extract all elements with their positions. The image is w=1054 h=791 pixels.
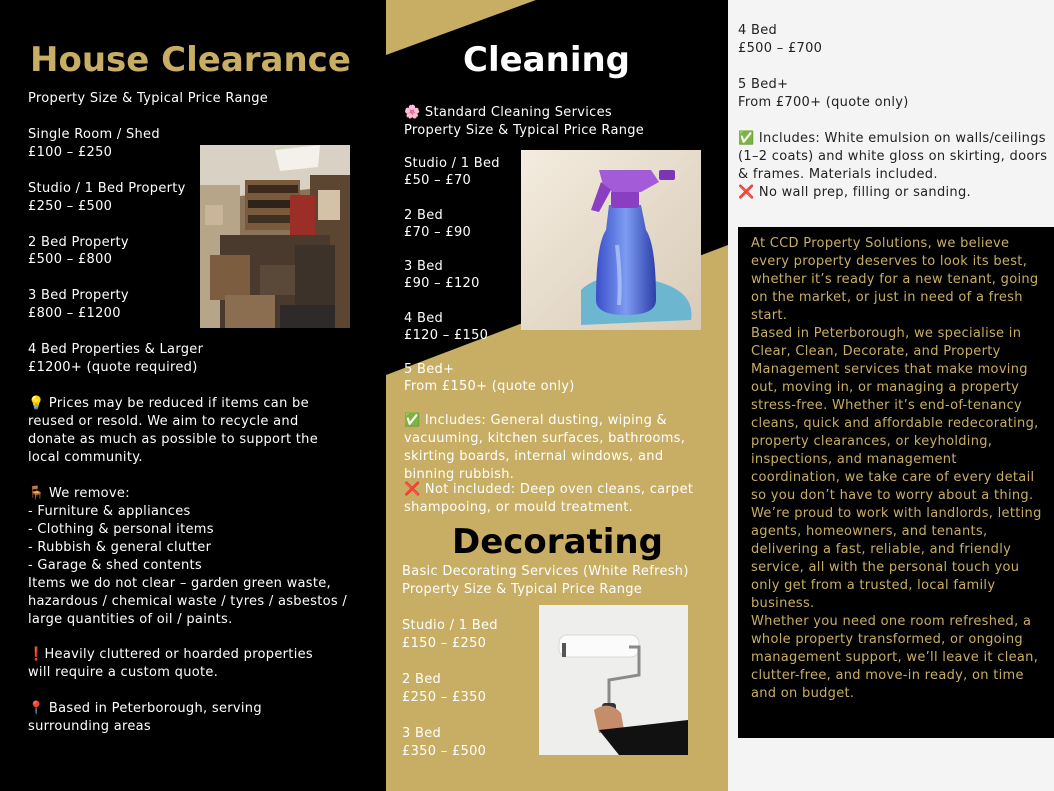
about-panel — [728, 0, 1054, 791]
cleaning-size-2: 2 Bed — [404, 208, 444, 223]
decorating-excludes: ❌ No wall prep, filling or sanding. — [738, 185, 971, 200]
paint-roller-photo — [539, 605, 688, 755]
house-clearance-panel — [0, 0, 386, 791]
decorating-size-1: Studio / 1 Bed — [402, 618, 498, 633]
cleaning-size-4: 4 Bed — [404, 311, 444, 326]
cleaning-size-5: 5 Bed+ — [404, 362, 455, 377]
cleaning-decorating-panel — [386, 0, 728, 791]
clearance-remove-heading: 🪑 We remove: — [28, 486, 130, 501]
cluttered-room-photo — [200, 145, 350, 328]
clearance-price-5: £1200+ (quote required) — [28, 360, 198, 375]
decorating-price-4: £500 – £700 — [738, 41, 823, 56]
clearance-remove-item: - Garage & shed contents — [28, 558, 202, 573]
clearance-size-3: 2 Bed Property — [28, 235, 129, 250]
decorating-size-5: 5 Bed+ — [738, 77, 789, 92]
cleaning-includes: ✅ Includes: General dusting, wiping & vacuuming, kitchen surfaces, bathrooms, skirting boards, internal windows, and binning rubbish. — [404, 413, 686, 482]
about-paragraph: We’re proud to work with landlords, letting agents, homeowners, and tenants, delivering a fast, reliable, and friendly service, all with the personal touch you only get from a trusted, local family business. — [751, 506, 1042, 611]
about-paragraph: Whether you need one room refreshed, a whole property transformed, or ongoing management support, we’ll leave it clean, clutter-free, and move-in ready, on time and on budget. — [751, 614, 1039, 701]
cleaning-title: Cleaning — [463, 40, 631, 80]
clearance-price-3: £500 – £800 — [28, 252, 113, 267]
decorating-subtitle: Property Size & Typical Price Range — [402, 582, 643, 597]
clearance-price-1: £100 – £250 — [28, 145, 113, 160]
clearance-remove-item: - Furniture & appliances — [28, 504, 191, 519]
clearance-subtitle: Property Size & Typical Price Range — [28, 91, 269, 106]
cleaning-excludes: ❌ Not included: Deep oven cleans, carpet shampooing, or mould treatment. — [404, 482, 694, 515]
cleaning-price-1: £50 – £70 — [404, 173, 472, 188]
decorating-size-3: 3 Bed — [402, 726, 442, 741]
clearance-price-4: £800 – £1200 — [28, 306, 121, 321]
clearance-remove-item: - Rubbish & general clutter — [28, 540, 212, 555]
about-text — [738, 227, 1054, 703]
clearance-size-5: 4 Bed Properties & Larger — [28, 342, 204, 357]
decorating-size-4: 4 Bed — [738, 23, 778, 38]
cleaning-subtitle: Property Size & Typical Price Range — [404, 123, 645, 138]
about-paragraph: At CCD Property Solutions, we believe every property deserves to look its best, whether it’s ready for a new tenant, going on the market, or just in need of a fresh start. — [751, 236, 1039, 323]
clearance-not-cleared: Items we do not clear – garden green waste, hazardous / chemical waste / tyres / asbestos / large quantities of oil / paints. — [28, 576, 348, 627]
clearance-price-2: £250 – £500 — [28, 199, 113, 214]
decorating-size-2: 2 Bed — [402, 672, 442, 687]
spray-bottle-photo — [521, 150, 701, 330]
decorating-price-1: £150 – £250 — [402, 636, 487, 651]
clearance-size-4: 3 Bed Property — [28, 288, 129, 303]
decorating-price-5: From £700+ (quote only) — [738, 95, 909, 110]
cleaning-price-5: From £150+ (quote only) — [404, 379, 575, 394]
clearance-price-note: 💡 Prices may be reduced if items can be reused or resold. We aim to recycle and donate as much as possible to support the local community. — [28, 396, 319, 465]
cleaning-size-3: 3 Bed — [404, 259, 444, 274]
cleaning-size-1: Studio / 1 Bed — [404, 156, 500, 171]
cleaning-price-2: £70 – £90 — [404, 225, 472, 240]
decorating-price-2: £250 – £350 — [402, 690, 487, 705]
about-paragraph: Based in Peterborough, we specialise in Clear, Clean, Decorate, and Property Management services that make moving out, moving in, or managing a property stress-free. Whether it’s end-of-tenancy cleans, quick and affordable redecorating, property clearances, or keyholding, inspections, and management coordination, we take care of every detail so you don’t have to worry about a thing. — [751, 326, 1039, 503]
cleaning-price-4: £120 – £150 — [404, 328, 489, 343]
decorating-price-3: £350 – £500 — [402, 744, 487, 759]
decorating-services-heading: Basic Decorating Services (White Refresh) — [402, 564, 689, 579]
decorating-includes: ✅ Includes: White emulsion on walls/ceilings (1–2 coats) and white gloss on skirting, doors & frames. Materials included. — [738, 131, 1048, 182]
cleaning-services-heading: 🌸 Standard Cleaning Services — [404, 105, 612, 120]
clearance-remove-item: - Clothing & personal items — [28, 522, 214, 537]
clearance-size-1: Single Room / Shed — [28, 127, 160, 142]
clearance-hoarded-note: ❗Heavily cluttered or hoarded properties will require a custom quote. — [28, 647, 313, 680]
clearance-location-note: 📍 Based in Peterborough, serving surrounding areas — [28, 701, 262, 734]
about-box — [738, 227, 1054, 738]
decorating-title: Decorating — [452, 522, 663, 562]
cleaning-price-3: £90 – £120 — [404, 276, 480, 291]
house-clearance-title: House Clearance — [30, 40, 351, 80]
clearance-size-2: Studio / 1 Bed Property — [28, 181, 186, 196]
